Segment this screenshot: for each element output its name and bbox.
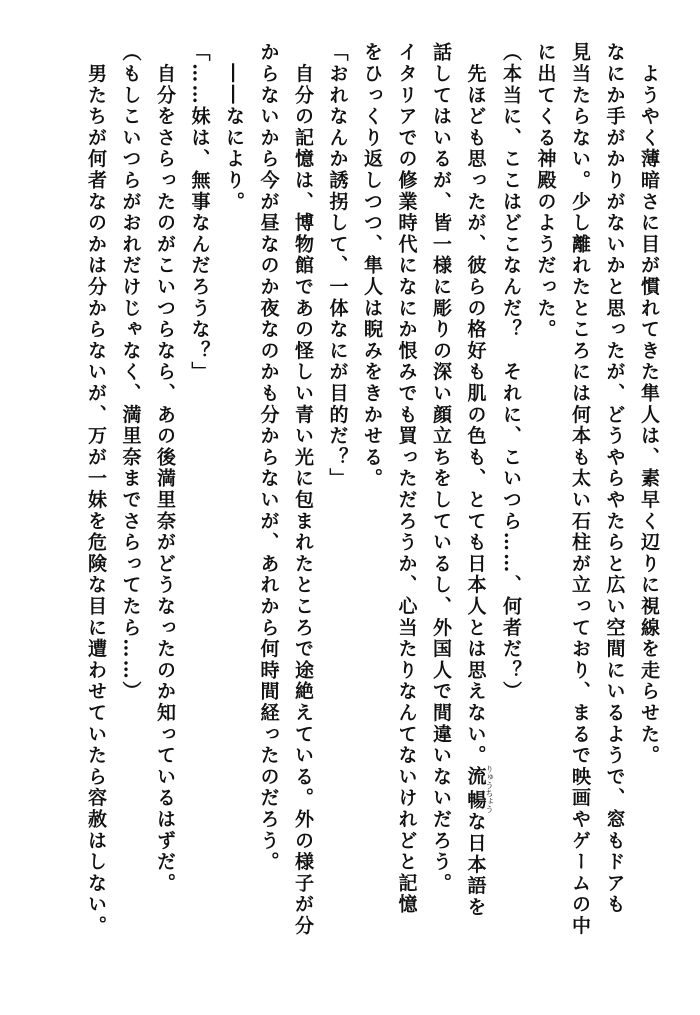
text-line-16: （もしこいつらがおれだけじゃなく、満里奈までさらってたら……） (119, 42, 142, 703)
text-line-2: なにか手がかりがないかと思ったが、どうやらやたらと広い空間にいるようで、窓もドアも (603, 42, 626, 916)
text-line-10: 「おれなんか誘拐して、一体なにが目的だ？」 (326, 42, 349, 490)
text-line-15: 自分をさらったのがこいつらなら、あの後満里奈がどうなったのか知っているはずだ。 (154, 42, 176, 894)
text-line-12: からないから今が昼なのか夜なのかも分からないが、あれから何時間経ったのだろう。 (257, 42, 280, 873)
text-line-5: （本当に、ここはどこなんだ？ それに、こいつら……、何者だ？） (500, 42, 522, 703)
text-line-3: 見当たらない。少し離れたところには何本も太い石柱が立っており、まるで映画やゲームの中 (569, 42, 591, 937)
text-line-1: ようやく薄暗さに目が慣れてきた隼人は、素早く辺りに視線を走らせた。 (638, 42, 660, 767)
ruby-reading: りゅうちょう (485, 764, 494, 813)
text-line-17: 男たちが何者なのかは分からないが、万が一妹を危険な目に遭わせていたら容赦はしない。 (85, 42, 107, 937)
text-line-7: 話してはいるが、皆一様に彫りの深い顔立ちをしているし、外国人で間違いないだろう。 (430, 42, 452, 894)
text-line-4: に出てくる神殿のようだった。 (534, 42, 557, 341)
text-line-13: ――なにより。 (223, 42, 245, 213)
ruby-base: 流暢 (464, 764, 487, 813)
text-line-8: イタリアでの修業時代になにか恨みでも買っただろうか、心当たりなんてないけれどと記憶 (395, 42, 418, 916)
vertical-text-body (79, 42, 667, 972)
text-line-6 (458, 42, 494, 972)
text-line-6-tail: な日本語を (464, 811, 487, 919)
ruby-ryuuchou (464, 764, 494, 813)
text-line-6-main: 先ほども思ったが、彼らの格好も肌の色も、とても日本人とは思えない。 (464, 42, 487, 767)
text-line-11: 自分の記憶は、博物館であの怪しい青い光に包まれたところで途絶えている。外の様子が分 (292, 42, 314, 937)
text-line-9: をひっくり返しつつ、隼人は睨みをきかせる。 (361, 42, 383, 490)
text-line-14: 「……妹は、無事なんだろうな？」 (188, 42, 211, 383)
